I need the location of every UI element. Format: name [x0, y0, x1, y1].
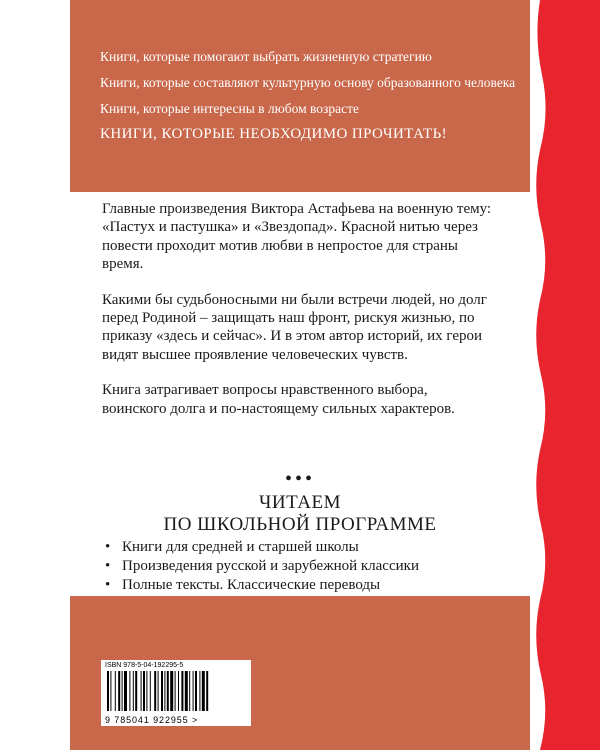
feature-text: Произведения русской и зарубежной классики — [122, 558, 419, 574]
series-features-list — [104, 538, 504, 595]
feature-item — [104, 576, 504, 595]
description-paragraph-3: Книга затрагивает вопросы нравственного выбора, воинского долга и по-настоящему сильных характеров. — [102, 382, 455, 417]
description-paragraph-1: Главные произведения Виктора Астафьева на военную тему: «Пастух и пастушка» и «Звездопад». Красной нитью через повести проходит мотив любви в непростое для страны время. — [102, 201, 492, 273]
series-promo — [100, 48, 520, 143]
promo-line-1: Книги, которые помогают выбрать жизненную стратегию — [100, 49, 432, 64]
feature-text: Книги для средней и старшей школы — [122, 539, 359, 555]
red-spine-edge — [530, 0, 600, 750]
promo-line-2: Книги, которые составляют культурную основу образованного человека — [100, 75, 516, 90]
promo-line-3: Книги, которые интересны в любом возрасте — [100, 101, 359, 116]
bullet-icon: • — [105, 558, 111, 574]
feature-text: Полные тексты. Классические переводы — [122, 577, 381, 593]
divider-dots: ••• — [284, 468, 315, 490]
feature-item — [104, 538, 504, 557]
book-description — [102, 200, 492, 435]
barcode-bars-icon — [107, 671, 245, 711]
bullet-icon: • — [105, 577, 111, 593]
barcode — [101, 660, 251, 726]
promo-heading: КНИГИ, КОТОРЫЕ НЕОБХОДИМО ПРОЧИТАТЬ! — [100, 126, 447, 142]
feature-item — [104, 557, 504, 576]
isbn-label: ISBN 978-5-04-192295-5 — [105, 662, 184, 669]
bullet-icon: • — [105, 539, 111, 555]
barcode-digits: 9 785041 922955 > — [105, 715, 199, 725]
series-title — [0, 492, 600, 536]
series-title-line-1: ЧИТАЕМ — [259, 492, 341, 513]
series-title-line-2: ПО ШКОЛЬНОЙ ПРОГРАММЕ — [163, 514, 437, 535]
description-paragraph-2: Какими бы судьбоносными ни были встречи людей, но долг перед Родиной – защищать наш фронт, рискуя жизнью, по приказу «здесь и сейчас». И в этом автор историй, их герои видят высшее проявление человеческих чувств. — [102, 291, 487, 363]
